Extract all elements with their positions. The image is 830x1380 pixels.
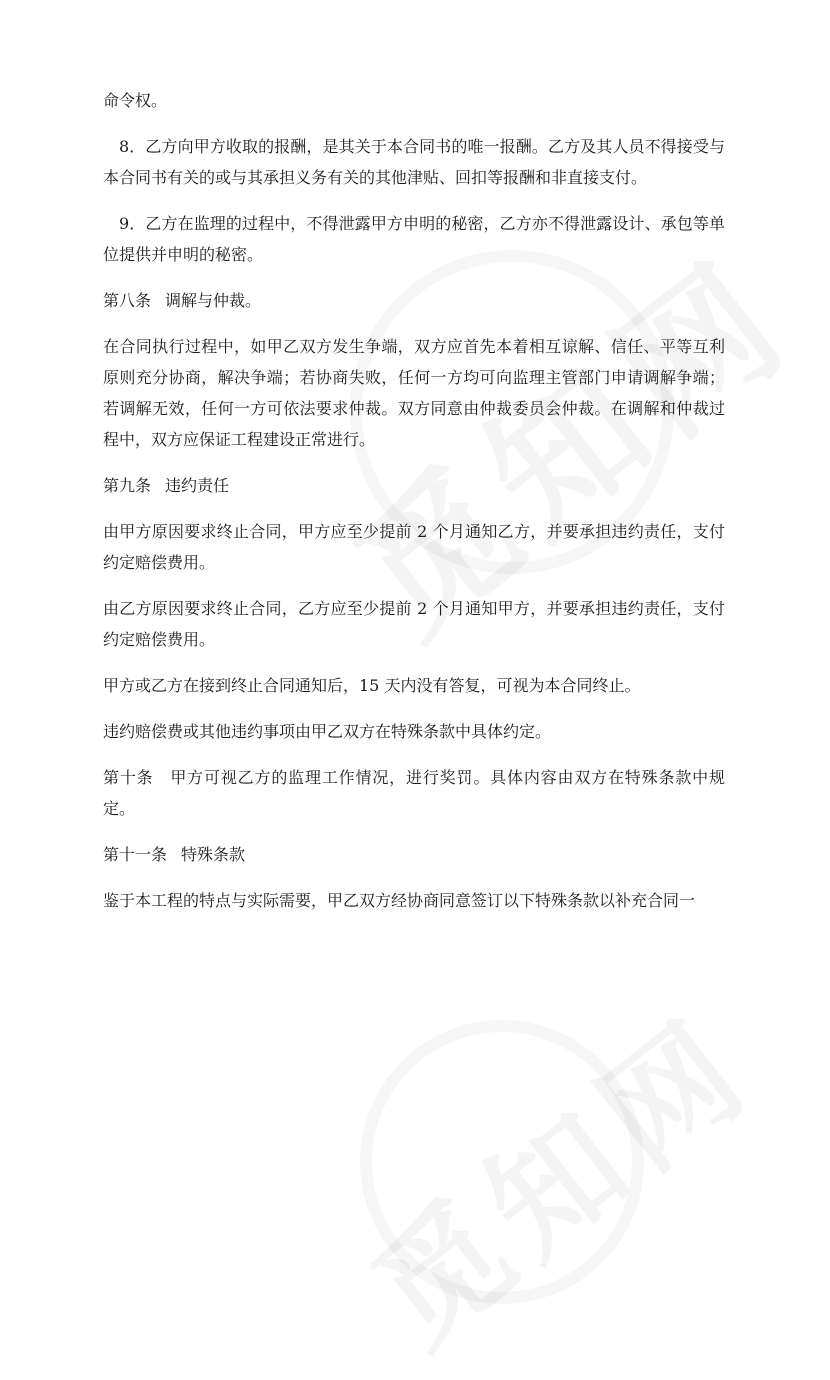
line: 第十条 甲方可视乙方的监理工作情况，进行奖罚。具体内容由双方在特殊条款中规 bbox=[103, 768, 725, 787]
article-number: 第八条 bbox=[103, 291, 152, 310]
article-heading bbox=[103, 470, 725, 501]
line: 付约定赔偿费用。 bbox=[103, 599, 725, 649]
paragraph bbox=[103, 131, 725, 193]
paragraph bbox=[103, 885, 725, 916]
watermark-ring bbox=[360, 1020, 644, 1304]
line: 付约定赔偿费用。 bbox=[103, 522, 725, 572]
line: 甲方或乙方在接到终止合同通知后，15 天内没有答复，可视为本合同终止。 bbox=[103, 676, 641, 695]
article-heading bbox=[103, 839, 725, 870]
line: 违约赔偿费或其他违约事项由甲乙双方在特殊条款中具体约定。 bbox=[103, 722, 552, 741]
article-number: 第九条 bbox=[103, 476, 152, 495]
paragraph bbox=[103, 85, 725, 116]
line: 定。 bbox=[103, 799, 136, 818]
article-title: 特殊条款 bbox=[181, 845, 246, 864]
article-title: 调解与仲裁。 bbox=[165, 291, 262, 310]
article-number: 第十一条 bbox=[103, 845, 168, 864]
paragraph bbox=[103, 716, 725, 747]
line: 由甲方原因要求终止合同，甲方应至少提前 2 个月通知乙方，并要承担违约责任，支 bbox=[103, 522, 709, 541]
document-body bbox=[103, 85, 725, 931]
line: 仲裁过程中，双方应保证工程建设正常进行。 bbox=[103, 399, 725, 449]
paragraph bbox=[103, 516, 725, 578]
watermark bbox=[328, 967, 784, 1380]
line: 等单位提供并申明的秘密。 bbox=[103, 214, 725, 264]
paragraph bbox=[103, 670, 725, 701]
line: 命令权。 bbox=[103, 91, 168, 110]
paragraph bbox=[103, 331, 725, 455]
line: 9．乙方在监理的过程中，不得泄露甲方申明的秘密，乙方亦不得泄露设计、承包 bbox=[119, 214, 693, 233]
line: 利原则充分协商，解决争端；若协商失败，任何一方均可向监理主管部门申请调解争 bbox=[103, 337, 725, 387]
article-heading bbox=[103, 285, 725, 316]
paragraph bbox=[103, 593, 725, 655]
line: 受与本合同书有关的或与其承担义务有关的其他津贴、回扣等报酬和非直接支付。 bbox=[103, 137, 725, 187]
article-title: 违约责任 bbox=[165, 476, 230, 495]
line: 8．乙方向甲方收取的报酬，是其关于本合同书的唯一报酬。乙方及其人员不得接 bbox=[119, 137, 693, 156]
paragraph bbox=[103, 762, 725, 824]
paragraph bbox=[103, 208, 725, 270]
line: 在合同执行过程中，如甲乙双方发生争端，双方应首先本着相互谅解、信任、平等互 bbox=[103, 337, 709, 356]
line: 鉴于本工程的特点与实际需要，甲乙双方经协商同意签订以下特殊条款以补充合同一 bbox=[103, 891, 696, 910]
line: 由乙方原因要求终止合同，乙方应至少提前 2 个月通知甲方，并要承担违约责任，支 bbox=[103, 599, 709, 618]
line: 端；若调解无效，任何一方可依法要求仲裁。双方同意由仲裁委员会仲裁。在调解和 bbox=[103, 368, 725, 418]
